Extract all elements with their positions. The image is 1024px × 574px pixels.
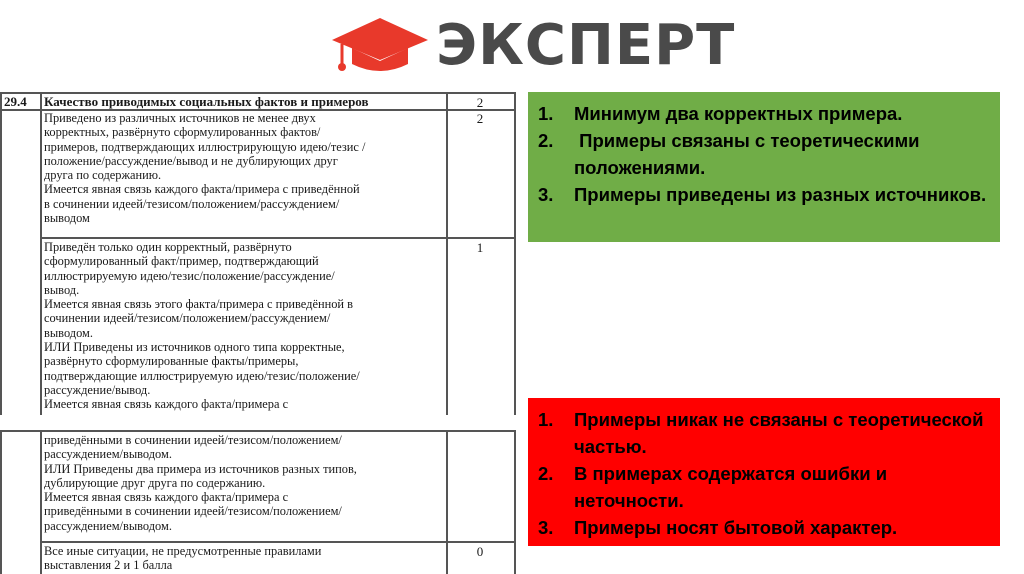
criterion-text <box>44 433 442 533</box>
text-line: корректных, развёрнуто сформулированных фактов/ <box>44 125 321 140</box>
text-line: Все иные ситуации, не предусмотренные правилами <box>44 544 322 558</box>
item-number: 1. <box>538 103 554 124</box>
text-line: Приведён только один корректный, развёрнуто <box>44 240 292 254</box>
text-line: сформулированный факт/пример, подтверждающий <box>44 254 319 269</box>
text-line: выводом. <box>44 325 93 340</box>
expert-logo <box>328 14 735 78</box>
graduation-cap-icon <box>328 14 432 78</box>
item-text: Примеры приведены из разных источников. <box>574 184 987 205</box>
requirements-list <box>538 100 988 208</box>
text-line: ИЛИ Приведены из источников одного типа корректные, <box>44 340 345 355</box>
list-item <box>538 181 988 208</box>
text-line: вывод. <box>44 282 80 297</box>
header-score: 2 <box>476 95 484 110</box>
text-line: Приведено из различных источников не менее двух <box>44 111 316 125</box>
text-line: выставления 2 и 1 балла <box>44 558 173 573</box>
text-line: приведёнными в сочинении идеей/тезисом/положением/ <box>44 433 342 447</box>
text-line: друга по содержанию. <box>44 168 162 183</box>
text-line: Имеется явная связь этого факта/примера с приведённой в <box>44 297 353 312</box>
item-text: Примеры связаны с теоретическими положениями. <box>574 130 925 178</box>
text-line: рассуждением/выводом. <box>44 447 172 462</box>
text-line: развёрнуто сформулированные факты/примеры, <box>44 354 299 369</box>
item-text: Минимум два корректных примера. <box>574 103 903 124</box>
criterion-text <box>44 544 442 573</box>
list-item <box>538 100 988 127</box>
criterion-text <box>44 111 442 225</box>
criterion-score: 1 <box>476 240 484 255</box>
logo-text: ЭКСПЕРТ <box>436 13 736 78</box>
text-line: приведёнными в сочинении идеей/тезисом/положением/ <box>44 504 342 519</box>
criterion-score: 2 <box>476 111 484 126</box>
item-number: 2. <box>538 463 554 484</box>
text-line: ИЛИ Приведены два примера из источников разных типов, <box>44 461 357 476</box>
green-requirements-box <box>528 92 1000 242</box>
red-errors-box <box>528 398 1000 546</box>
list-item <box>538 514 988 541</box>
text-line: иллюстрируемую идею/тезис/положение/рассуждение/ <box>44 268 335 283</box>
item-number: 3. <box>538 184 554 205</box>
text-line: Имеется явная связь каждого факта/примера с приведённой <box>44 182 360 197</box>
text-line: Имеется явная связь каждого факта/примера с <box>44 490 289 505</box>
text-line: сочинении идеей/тезисом/положением/рассуждением/ <box>44 311 331 326</box>
item-number: 1. <box>538 409 554 430</box>
item-text: Примеры носят бытовой характер. <box>574 517 898 538</box>
text-line: подтверждающие иллюстрируемую идею/тезис/положение/ <box>44 368 360 383</box>
list-item <box>538 406 988 460</box>
criteria-table <box>0 92 516 574</box>
errors-list <box>538 406 988 541</box>
item-text: В примерах содержатся ошибки и неточности. <box>574 463 888 511</box>
list-item <box>538 460 988 514</box>
item-number: 2. <box>538 130 554 151</box>
text-line: положение/рассуждение/вывод и не дублирующих друг <box>44 153 338 168</box>
text-line: дублирующие друг друга по содержанию. <box>44 475 266 490</box>
text-line: рассуждением/выводом. <box>44 518 172 533</box>
text-line: в сочинении идеей/тезисом/положением/рассуждением/ <box>44 196 340 211</box>
header-title: Качество приводимых социальных фактов и примеров <box>44 94 369 109</box>
item-number: 3. <box>538 517 554 538</box>
text-line: выводом <box>44 211 90 226</box>
item-text: Примеры никак не связаны с теоретической частью. <box>574 409 984 457</box>
text-line: рассуждение/вывод. <box>44 382 151 397</box>
criterion-score: 0 <box>476 544 484 559</box>
text-line: Имеется явная связь каждого факта/примера с <box>44 397 289 412</box>
row-number: 29.4 <box>4 94 27 109</box>
criterion-text <box>44 240 442 412</box>
list-item <box>538 127 988 181</box>
text-line: примеров, подтверждающих иллюстрирующую идею/тезис / <box>44 139 366 154</box>
